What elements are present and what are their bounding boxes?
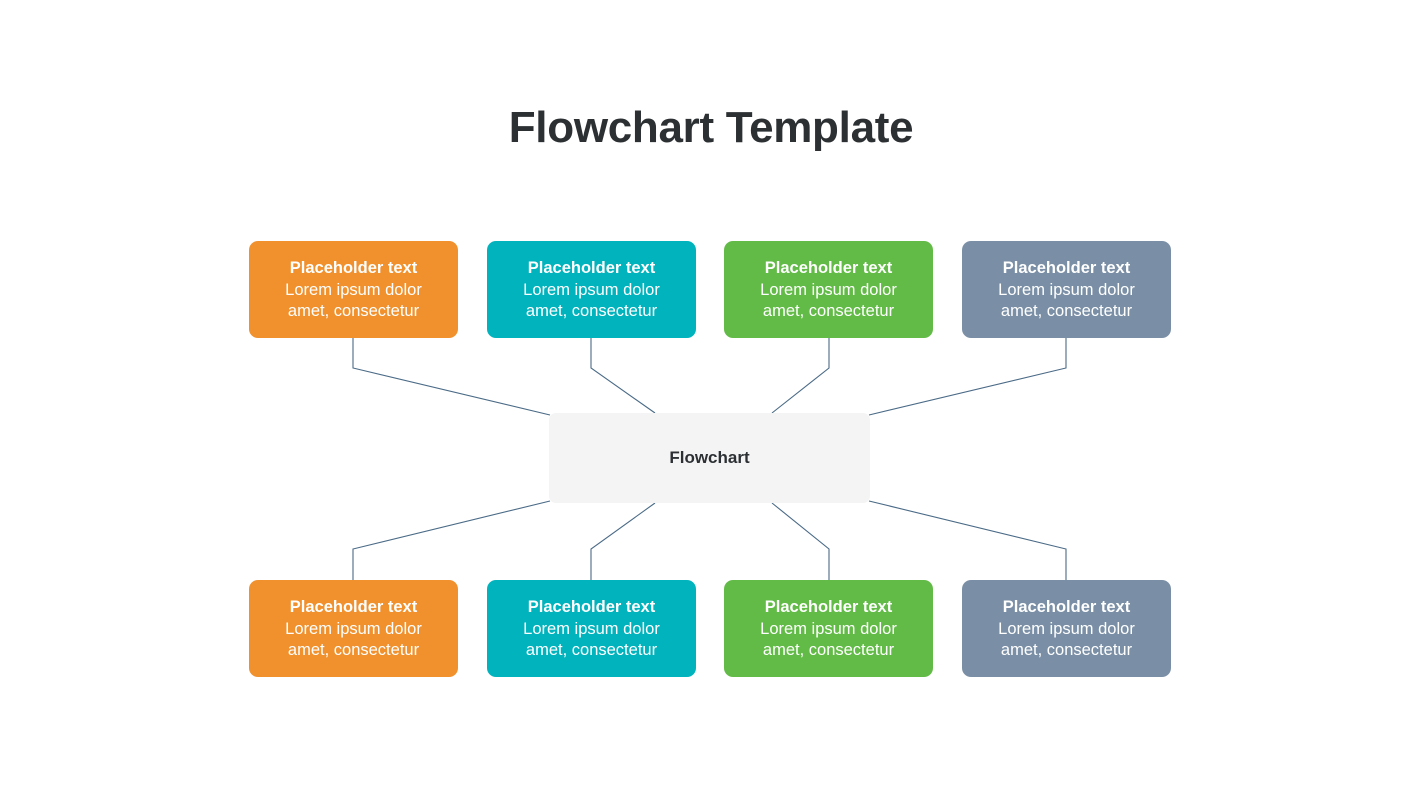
node-body: Lorem ipsum dolor amet, consectetur — [760, 620, 897, 659]
node-title: Placeholder text — [289, 598, 418, 616]
node-bottom-3[interactable] — [724, 580, 933, 677]
node-bottom-2[interactable] — [487, 580, 696, 677]
node-top-1[interactable] — [249, 241, 458, 338]
node-body: Lorem ipsum dolor amet, consectetur — [285, 281, 422, 320]
page-title: Flowchart Template — [508, 103, 914, 152]
node-body: Lorem ipsum dolor amet, consectetur — [760, 281, 897, 320]
node-body: Lorem ipsum dolor amet, consectetur — [998, 281, 1135, 320]
node-bottom-1[interactable] — [249, 580, 458, 677]
node-body: Lorem ipsum dolor amet, consectetur — [285, 620, 422, 659]
node-title: Placeholder text — [1002, 259, 1131, 277]
node-bottom-4[interactable] — [962, 580, 1171, 677]
node-body: Lorem ipsum dolor amet, consectetur — [523, 620, 660, 659]
node-body: Lorem ipsum dolor amet, consectetur — [998, 620, 1135, 659]
node-title: Placeholder text — [764, 598, 893, 616]
node-top-3[interactable] — [724, 241, 933, 338]
node-body: Lorem ipsum dolor amet, consectetur — [523, 281, 660, 320]
center-node-label: Flowchart — [669, 448, 750, 467]
node-title: Placeholder text — [527, 259, 656, 277]
node-title: Placeholder text — [289, 259, 418, 277]
center-node[interactable] — [549, 413, 870, 503]
node-top-2[interactable] — [487, 241, 696, 338]
node-top-4[interactable] — [962, 241, 1171, 338]
node-title: Placeholder text — [1002, 598, 1131, 616]
node-title: Placeholder text — [764, 259, 893, 277]
node-title: Placeholder text — [527, 598, 656, 616]
